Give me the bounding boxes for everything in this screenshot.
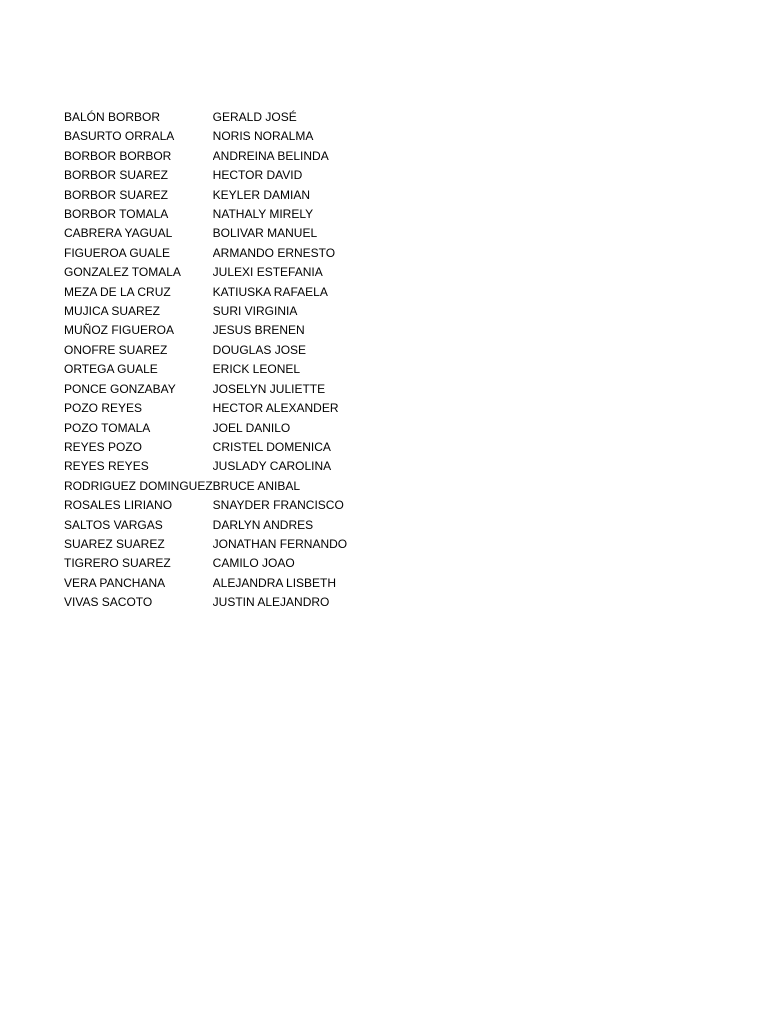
table-row [64, 302, 373, 321]
surname-cell: BORBOR BORBOR [64, 148, 172, 163]
table-row [64, 147, 373, 166]
surname-cell: CABRERA YAGUAL [64, 226, 173, 241]
table-row [64, 535, 373, 554]
given-name-cell: JULEXI ESTEFANIA [212, 265, 323, 280]
surname-cell: VIVAS SACOTO [64, 595, 153, 610]
surname-cell: ROSALES LIRIANO [64, 498, 173, 513]
table-row [64, 108, 373, 127]
surname-cell: MUÑOZ FIGUEROA [64, 323, 174, 338]
given-name-cell: SNAYDER FRANCISCO [212, 498, 344, 513]
table-row [64, 244, 373, 263]
table-row [64, 554, 373, 573]
table-row [64, 127, 373, 146]
table-row [64, 399, 373, 418]
table-row [64, 380, 373, 399]
given-name-cell: DARLYN ANDRES [212, 517, 314, 532]
surname-cell: MUJICA SUAREZ [64, 304, 161, 319]
table-row [64, 477, 373, 496]
surname-cell: VERA PANCHANA [64, 575, 166, 590]
surname-cell: ONOFRE SUAREZ [64, 342, 168, 357]
surname-cell: PONCE GONZABAY [64, 381, 176, 396]
table-row [64, 574, 373, 593]
surname-cell: BASURTO ORRALA [64, 129, 175, 144]
given-name-cell: NATHALY MIRELY [212, 207, 314, 222]
given-name-cell: SURI VIRGINIA [212, 304, 298, 319]
surname-cell: SALTOS VARGAS [64, 517, 163, 532]
table-row [64, 593, 373, 612]
given-name-cell: BOLIVAR MANUEL [212, 226, 318, 241]
given-name-cell: JOSELYN JULIETTE [212, 381, 326, 396]
given-name-cell: ERICK LEONEL [212, 362, 301, 377]
surname-cell: BORBOR SUAREZ [64, 187, 169, 202]
table-row [64, 496, 373, 515]
surname-cell: BALÓN BORBOR [64, 110, 161, 124]
given-name-cell: HECTOR DAVID [212, 168, 303, 183]
surname-cell: MEZA DE LA CRUZ [64, 284, 171, 299]
table-row [64, 166, 373, 185]
surname-cell: BORBOR SUAREZ [64, 168, 169, 183]
table-row [64, 283, 373, 302]
surname-cell: SUAREZ SUAREZ [64, 536, 165, 551]
surname-cell: BORBOR TOMALA [64, 207, 169, 222]
given-name-cell: JUSTIN ALEJANDRO [212, 595, 330, 610]
table-row [64, 516, 373, 535]
surname-cell: ORTEGA GUALE [64, 362, 158, 377]
table-row [64, 224, 373, 243]
table-row [64, 263, 373, 282]
table-row [64, 186, 373, 205]
names-table-body [64, 108, 373, 613]
given-name-cell: JONATHAN FERNANDO [212, 536, 348, 551]
surname-cell: POZO REYES [64, 401, 143, 416]
given-name-cell: BRUCE ANIBAL [212, 478, 301, 493]
surname-cell: FIGUEROA GUALE [64, 245, 171, 260]
surname-cell: RODRIGUEZ DOMINGUEZ [64, 478, 213, 493]
given-name-cell: ALEJANDRA LISBETH [212, 575, 337, 590]
table-row [64, 438, 373, 457]
names-table [64, 108, 373, 613]
given-name-cell: GERALD JOSÉ [212, 110, 297, 124]
given-name-cell: CAMILO JOAO [212, 556, 295, 571]
given-name-cell: JOEL DANILO [212, 420, 291, 435]
surname-cell: TIGRERO SUAREZ [64, 556, 171, 571]
given-name-cell: KATIUSKA RAFAELA [212, 284, 328, 299]
given-name-cell: JESUS BRENEN [212, 323, 305, 338]
given-name-cell: NORIS NORALMA [212, 129, 314, 144]
surname-cell: REYES POZO [64, 439, 143, 454]
table-row [64, 360, 373, 379]
given-name-cell: ARMANDO ERNESTO [212, 245, 336, 260]
table-row [64, 205, 373, 224]
given-name-cell: JUSLADY CAROLINA [212, 459, 332, 474]
given-name-cell: HECTOR ALEXANDER [212, 401, 339, 416]
given-name-cell: ANDREINA BELINDA [212, 148, 329, 163]
surname-cell: GONZALEZ TOMALA [64, 265, 181, 280]
given-name-cell: KEYLER DAMIAN [212, 187, 311, 202]
given-name-cell: DOUGLAS JOSE [212, 342, 307, 357]
given-name-cell: CRISTEL DOMENICA [212, 439, 331, 454]
surname-cell: POZO TOMALA [64, 420, 151, 435]
table-row [64, 341, 373, 360]
surname-cell: REYES REYES [64, 459, 149, 474]
table-row [64, 457, 373, 476]
table-row [64, 321, 373, 340]
table-row [64, 419, 373, 438]
